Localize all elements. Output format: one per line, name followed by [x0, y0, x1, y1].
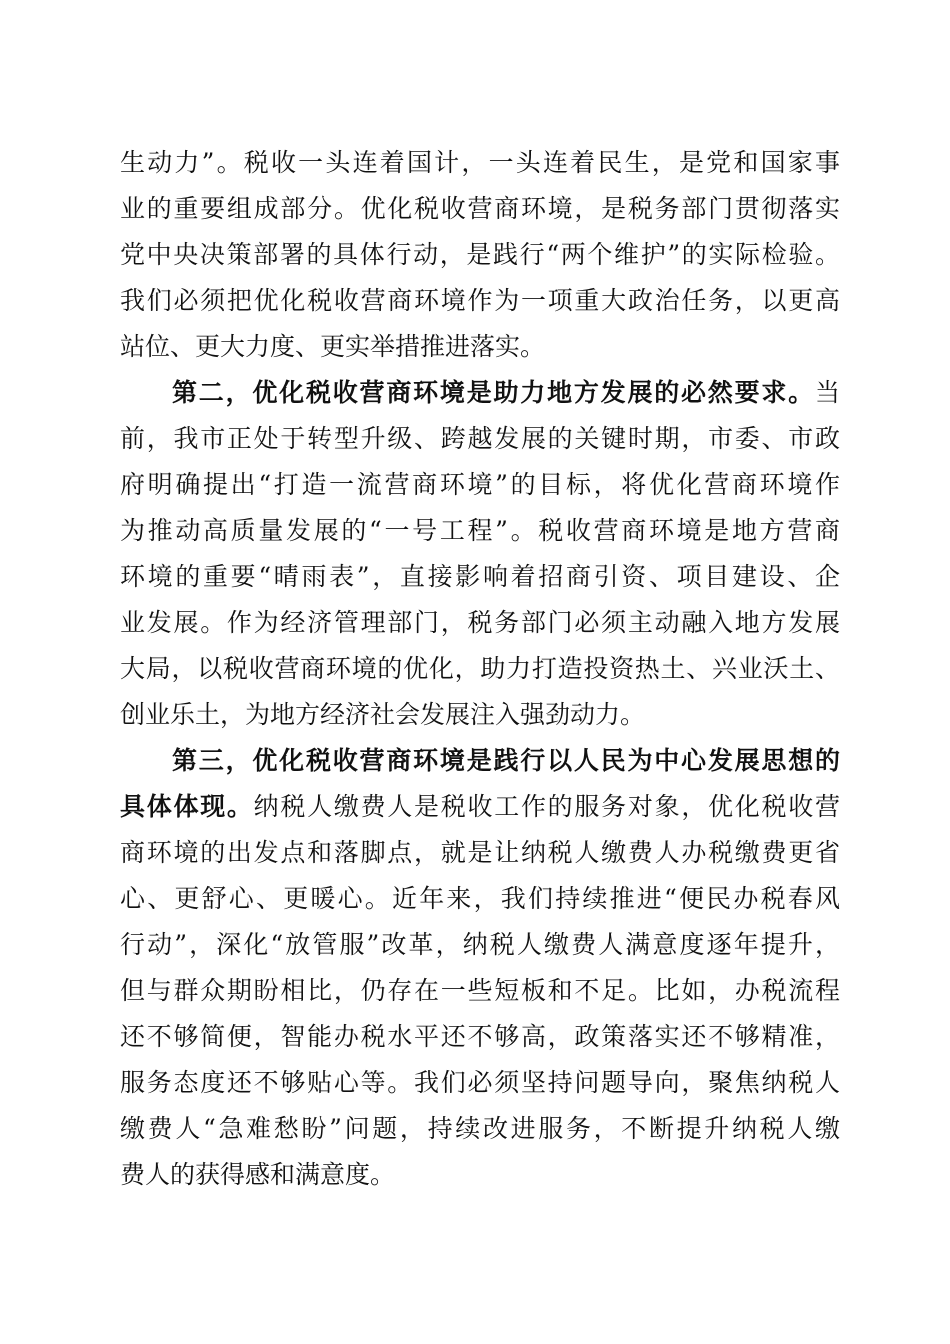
- paragraph-1-line-5: 站位、更大力度、更实举措推进落实。: [120, 332, 546, 361]
- paragraph-3-lead-sentence-part-2: 具体体现。: [120, 792, 254, 821]
- paragraph-3-line-4: 心、更舒心、更暖心。近年来，我们持续推进“便民办税春风: [120, 884, 840, 913]
- paragraph-2-line-7: 大局，以税收营商环境的优化，助力打造投资热土、兴业沃土、: [120, 654, 840, 683]
- paragraph-3-line-2: [120, 784, 840, 830]
- paragraph-3-lead-sentence-part-1: 第三，优化税收营商环境是践行以人民为中心发展思想的: [172, 746, 840, 775]
- paragraph-3-line-9: 缴费人“急难愁盼”问题，持续改进服务，不断提升纳税人缴: [120, 1114, 840, 1143]
- paragraph-1-line-1: 生动力”。税收一头连着国计，一头连着民生，是党和国家事: [120, 148, 840, 177]
- document-body: [120, 140, 840, 1198]
- paragraph-1-line-4: 我们必须把优化税收营商环境作为一项重大政治任务，以更高: [120, 286, 840, 315]
- paragraph-3-line-3: 商环境的出发点和落脚点，就是让纳税人缴费人办税缴费更省: [120, 838, 840, 867]
- paragraph-2-lead-sentence: 第二，优化税收营商环境是助力地方发展的必然要求。: [172, 378, 815, 407]
- paragraph-2-line-4: 为推动高质量发展的“一号工程”。税收营商环境是地方营商: [120, 516, 840, 545]
- paragraph-3-line-5: 行动”，深化“放管服”改革，纳税人缴费人满意度逐年提升，: [120, 930, 840, 959]
- paragraph-2-line-6: 业发展。作为经济管理部门，税务部门必须主动融入地方发展: [120, 608, 840, 637]
- paragraph-2-line-1: [120, 370, 840, 416]
- paragraph-2-line-2: 前，我市正处于转型升级、跨越发展的关键时期，市委、市政: [120, 424, 840, 453]
- paragraph-3-line-7: 还不够简便，智能办税水平还不够高，政策落实还不够精准，: [120, 1022, 840, 1051]
- paragraph-3-line-6: 但与群众期盼相比，仍存在一些短板和不足。比如，办税流程: [120, 976, 840, 1005]
- paragraph-3-line-2-tail: 纳税人缴费人是税收工作的服务对象，优化税收营: [253, 792, 840, 821]
- paragraph-2-line-8: 创业乐土，为地方经济社会发展注入强劲动力。: [120, 700, 646, 729]
- paragraph-1-line-2: 业的重要组成部分。优化税收营商环境，是税务部门贯彻落实: [120, 194, 840, 223]
- paragraph-2-line-3: 府明确提出“打造一流营商环境”的目标，将优化营商环境作: [120, 470, 840, 499]
- paragraph-2-line-1-tail: 当: [814, 378, 840, 407]
- paragraph-3-line-10: 费人的获得感和满意度。: [120, 1160, 396, 1189]
- paragraph-1-line-3: 党中央决策部署的具体行动，是践行“两个维护”的实际检验。: [120, 240, 840, 269]
- paragraph-2-line-5: 环境的重要“晴雨表”，直接影响着招商引资、项目建设、企: [120, 562, 840, 591]
- paragraph-3-line-8: 服务态度还不够贴心等。我们必须坚持问题导向，聚焦纳税人: [120, 1068, 840, 1097]
- paragraph-3-line-1: [120, 738, 840, 784]
